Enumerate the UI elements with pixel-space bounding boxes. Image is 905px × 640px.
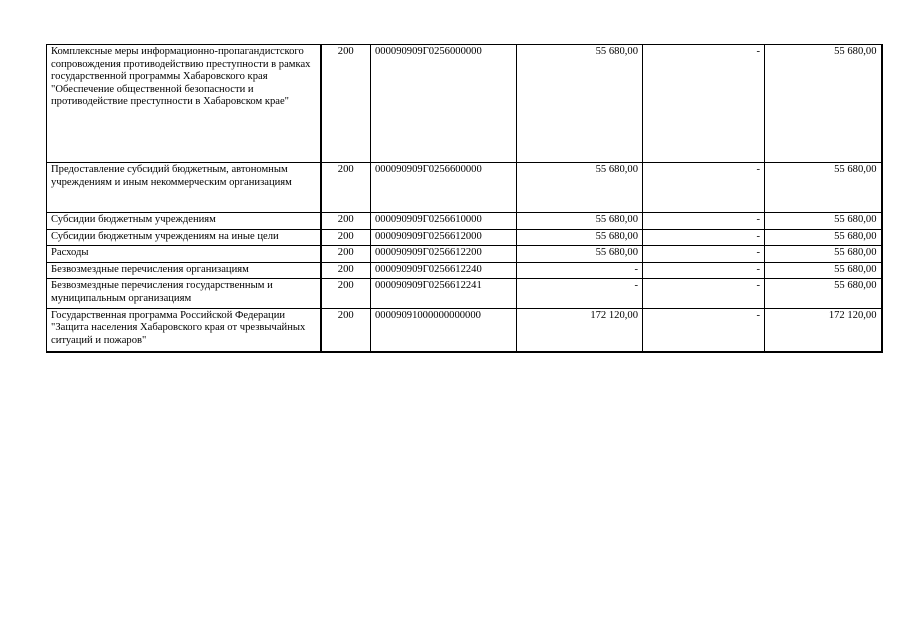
row-planned-cell: 55 680,00 [517, 246, 643, 263]
row-remaining-cell: 172 120,00 [765, 308, 882, 352]
row-planned-cell: 55 680,00 [517, 163, 643, 213]
row-code-cell: 200 [321, 229, 371, 246]
row-executed-cell: - [643, 308, 765, 352]
row-code-cell: 200 [321, 163, 371, 213]
row-name-cell: Расходы [47, 246, 321, 263]
row-planned-cell: 55 680,00 [517, 45, 643, 163]
row-name-cell: Безвозмездные перечисления государственным и муниципальным организациям [47, 279, 321, 308]
row-remaining-cell: 55 680,00 [765, 45, 882, 163]
row-remaining-cell: 55 680,00 [765, 262, 882, 279]
table-row [47, 246, 882, 263]
row-name-cell: Безвозмездные перечисления организациям [47, 262, 321, 279]
row-name-cell: Субсидии бюджетным учреждениям на иные цели [47, 229, 321, 246]
row-code-cell: 200 [321, 308, 371, 352]
row-executed-cell: - [643, 163, 765, 213]
row-planned-cell: - [517, 262, 643, 279]
row-code-cell: 200 [321, 45, 371, 163]
row-code-cell: 200 [321, 213, 371, 230]
row-executed-cell: - [643, 279, 765, 308]
table-row [47, 213, 882, 230]
row-classification-cell: 000090909Г0256612240 [371, 262, 517, 279]
row-executed-cell: - [643, 229, 765, 246]
row-classification-cell: 00009091000000000000 [371, 308, 517, 352]
row-remaining-cell: 55 680,00 [765, 229, 882, 246]
row-classification-cell: 000090909Г0256000000 [371, 45, 517, 163]
table-row [47, 308, 882, 352]
row-name-cell: Субсидии бюджетным учреждениям [47, 213, 321, 230]
row-classification-cell: 000090909Г0256612000 [371, 229, 517, 246]
row-name-cell: Государственная программа Российской Федерации "Защита населения Хабаровского края от чрезвычайных ситуаций и пожаров" [47, 308, 321, 352]
table-row [47, 163, 882, 213]
row-executed-cell: - [643, 213, 765, 230]
row-remaining-cell: 55 680,00 [765, 163, 882, 213]
row-planned-cell: 172 120,00 [517, 308, 643, 352]
budget-table [46, 44, 883, 353]
row-planned-cell: 55 680,00 [517, 213, 643, 230]
row-executed-cell: - [643, 262, 765, 279]
table-row [47, 262, 882, 279]
row-classification-cell: 000090909Г0256600000 [371, 163, 517, 213]
row-classification-cell: 000090909Г0256612200 [371, 246, 517, 263]
row-classification-cell: 000090909Г0256612241 [371, 279, 517, 308]
row-name-cell: Комплексные меры информационно-пропагандистского сопровождения противодействию преступности в рамках государственной программы Хабаровского края "Обеспечение общественной безопасности и противодействие преступности в Хабаровском крае" [47, 45, 321, 163]
table-row [47, 279, 882, 308]
row-planned-cell: 55 680,00 [517, 229, 643, 246]
row-executed-cell: - [643, 246, 765, 263]
row-remaining-cell: 55 680,00 [765, 213, 882, 230]
row-code-cell: 200 [321, 279, 371, 308]
row-name-cell: Предоставление субсидий бюджетным, автономным учреждениям и иным некоммерческим организациям [47, 163, 321, 213]
row-remaining-cell: 55 680,00 [765, 279, 882, 308]
table-row [47, 229, 882, 246]
row-code-cell: 200 [321, 246, 371, 263]
row-planned-cell: - [517, 279, 643, 308]
table-row [47, 45, 882, 163]
row-code-cell: 200 [321, 262, 371, 279]
row-executed-cell: - [643, 45, 765, 163]
row-classification-cell: 000090909Г0256610000 [371, 213, 517, 230]
row-remaining-cell: 55 680,00 [765, 246, 882, 263]
